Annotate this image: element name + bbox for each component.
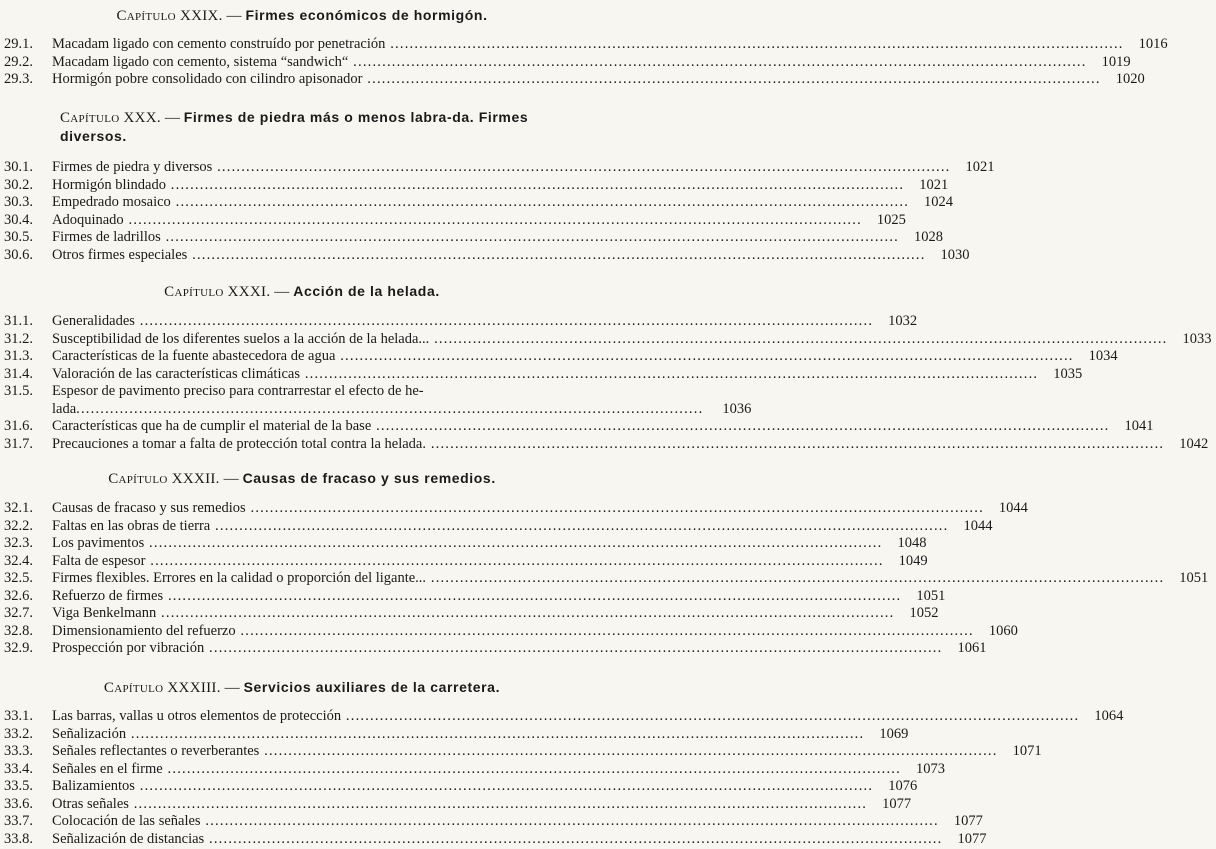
entry-number: 33.1. bbox=[4, 708, 33, 724]
toc-entry[interactable] bbox=[0, 313, 918, 331]
entry-text: Balizamientos ..... bbox=[52, 778, 873, 796]
entry-page: 1021 bbox=[965, 159, 995, 175]
entry-text: Susceptibilidad de los diferentes suelos a la acción de la helada... ..... bbox=[52, 331, 1168, 349]
entry-page: 1077 bbox=[882, 795, 912, 812]
toc-entry[interactable] bbox=[0, 71, 1145, 89]
toc-entry[interactable] bbox=[0, 365, 1083, 384]
chapter-33 bbox=[0, 678, 1124, 848]
toc-entry[interactable] bbox=[0, 778, 918, 796]
toc-entry[interactable] bbox=[0, 53, 1131, 72]
toc-entry[interactable] bbox=[0, 605, 939, 623]
entry-text: Dimensionamiento del refuerzo ..... bbox=[52, 623, 974, 641]
chapter-dash: — bbox=[226, 8, 242, 24]
entry-text: Características que ha de cumplir el material de la base ..... bbox=[52, 418, 1110, 436]
toc-entry[interactable] bbox=[0, 211, 906, 230]
entry-number: 33.4. bbox=[4, 760, 33, 777]
chapter-32 bbox=[0, 469, 1209, 658]
chapter-entries bbox=[0, 36, 1168, 89]
toc-entry[interactable] bbox=[0, 743, 1042, 761]
entry-page: 1051 bbox=[1179, 570, 1209, 586]
entry-page: 1077 bbox=[957, 830, 987, 847]
chapter-entries bbox=[0, 708, 1124, 848]
entry-page: 1028 bbox=[913, 229, 943, 245]
entry-page: 1021 bbox=[919, 176, 949, 193]
entry-number: 30.1. bbox=[4, 159, 33, 175]
entry-text: Otros firmes especiales ..... bbox=[52, 247, 926, 265]
entry-page: 1060 bbox=[988, 622, 1018, 639]
toc-entry[interactable] bbox=[0, 330, 1212, 349]
entry-number: 30.5. bbox=[4, 229, 33, 245]
entry-page: 1035 bbox=[1053, 365, 1083, 382]
entry-text: Otras señales ..... bbox=[52, 796, 867, 814]
entry-text: Empedrado mosaico ..... bbox=[52, 194, 909, 212]
entry-page: 1051 bbox=[916, 587, 946, 604]
entry-number: 32.1. bbox=[4, 500, 33, 516]
entry-text: Características de la fuente abastecedora de agua ..... bbox=[52, 348, 1074, 366]
entry-text: Precauciones a tomar a falta de protección total contra la helada. ..... bbox=[52, 436, 1164, 454]
toc-entry[interactable] bbox=[0, 36, 1168, 54]
entry-page: 1030 bbox=[940, 246, 970, 263]
entry-text: Señalización de distancias ..... bbox=[52, 831, 942, 849]
entry-number: 29.2. bbox=[4, 53, 33, 70]
chapter-entries bbox=[0, 313, 1212, 453]
chapter-heading bbox=[0, 469, 600, 488]
entry-text-line2: lada bbox=[52, 400, 77, 417]
entry-number: 30.4. bbox=[4, 211, 33, 228]
chapter-dash: — bbox=[224, 680, 240, 696]
entry-page: 1044 bbox=[963, 517, 993, 534]
entry-number: 31.6. bbox=[4, 418, 33, 434]
chapter-heading bbox=[0, 6, 600, 25]
chapter-heading bbox=[0, 108, 600, 146]
entry-number: 31.2. bbox=[4, 330, 33, 347]
toc-entry[interactable] bbox=[0, 830, 987, 849]
entry-page: 1016 bbox=[1138, 36, 1168, 52]
entry-text: Los pavimentos ..... bbox=[52, 535, 882, 553]
entry-number: 31.3. bbox=[4, 348, 33, 364]
entry-number: 32.7. bbox=[4, 605, 33, 621]
entry-number: 30.6. bbox=[4, 246, 33, 263]
toc-entry[interactable] bbox=[0, 435, 1209, 454]
entry-number: 32.5. bbox=[4, 570, 33, 586]
chapter-heading bbox=[0, 678, 600, 697]
entry-number: 31.1. bbox=[4, 313, 33, 329]
entry-page: 1073 bbox=[915, 760, 945, 777]
entry-page: 1049 bbox=[898, 552, 928, 569]
toc-entry[interactable] bbox=[0, 159, 995, 177]
chapter-dash: — bbox=[164, 110, 180, 126]
entry-number: 33.5. bbox=[4, 778, 33, 794]
chapter-title: Firmes de piedra más o menos labra-da. Firmes diversos. bbox=[60, 109, 529, 144]
toc-entry[interactable] bbox=[0, 176, 949, 195]
entry-page: 1076 bbox=[888, 778, 918, 794]
entry-page: 1048 bbox=[897, 535, 927, 551]
entry-page: 1044 bbox=[998, 500, 1028, 516]
entry-number: 32.6. bbox=[4, 587, 33, 604]
toc-entry[interactable] bbox=[0, 813, 983, 831]
chapter-29 bbox=[0, 6, 1168, 89]
entry-page: 1061 bbox=[957, 640, 987, 656]
entry-number: 33.6. bbox=[4, 795, 33, 812]
chapter-entries bbox=[0, 500, 1209, 658]
toc-entry[interactable] bbox=[0, 535, 927, 553]
entry-number: 32.9. bbox=[4, 640, 33, 656]
toc-entry[interactable] bbox=[0, 229, 943, 247]
toc-entry[interactable] bbox=[0, 640, 987, 658]
entry-text: Generalidades ..... bbox=[52, 313, 873, 331]
entry-text: Firmes de piedra y diversos ..... bbox=[52, 159, 951, 177]
chapter-label: Capítulo XXIX. bbox=[116, 8, 223, 24]
entry-number: 33.8. bbox=[4, 830, 33, 847]
entry-page: 1024 bbox=[924, 194, 954, 210]
entry-number: 30.3. bbox=[4, 194, 33, 210]
entry-number: 33.2. bbox=[4, 725, 33, 742]
entry-page: 1034 bbox=[1088, 348, 1118, 364]
chapter-30 bbox=[0, 108, 995, 264]
toc-entry[interactable] bbox=[0, 418, 1154, 436]
entry-number: 31.4. bbox=[4, 365, 33, 382]
entry-text: Prospección por vibración ..... bbox=[52, 640, 942, 658]
chapter-title: Causas de fracaso y sus remedios. bbox=[242, 470, 496, 486]
entry-text: Valoración de las características climáticas ..... bbox=[52, 366, 1038, 384]
chapter-label: Capítulo XXXI. bbox=[164, 284, 271, 300]
entry-text: Adoquinado ..... bbox=[52, 212, 862, 230]
entry-page: 1033 bbox=[1182, 330, 1212, 347]
entry-text: Refuerzo de firmes ..... bbox=[52, 588, 901, 606]
entry-number: 32.3. bbox=[4, 535, 33, 551]
entry-text bbox=[52, 383, 707, 418]
entry-page: 1025 bbox=[876, 211, 906, 228]
entry-text: Falta de espesor ..... bbox=[52, 553, 884, 571]
toc-entry[interactable] bbox=[0, 383, 752, 418]
entry-number: 30.2. bbox=[4, 176, 33, 193]
entry-page: 1020 bbox=[1115, 71, 1145, 87]
entry-text: Macadam ligado con cemento construído por penetración ..... bbox=[52, 36, 1124, 54]
toc-entry[interactable] bbox=[0, 795, 912, 814]
chapter-entries bbox=[0, 159, 995, 264]
entry-text: Firmes flexibles. Errores en la calidad o proporción del ligante... ..... bbox=[52, 570, 1164, 588]
entry-number: 31.5. bbox=[4, 383, 33, 399]
entry-number: 32.8. bbox=[4, 622, 33, 639]
entry-text: Viga Benkelmann ..... bbox=[52, 605, 894, 623]
chapter-title: Servicios auxiliares de la carretera. bbox=[243, 679, 501, 695]
entry-number: 31.7. bbox=[4, 435, 33, 452]
entry-text: Señales reflectantes o reverberantes ..... bbox=[52, 743, 998, 761]
entry-page: 1077 bbox=[953, 813, 983, 829]
toc-entry[interactable] bbox=[0, 246, 970, 265]
entry-page: 1042 bbox=[1179, 435, 1209, 452]
dot-leader: .................................................................................................................................. bbox=[76, 400, 704, 417]
entry-text: Las barras, vallas u otros elementos de protección ..... bbox=[52, 708, 1079, 726]
entry-text-line2-row bbox=[52, 401, 703, 419]
entry-number: 29.3. bbox=[4, 71, 33, 87]
chapter-title: Firmes económicos de hormigón. bbox=[245, 7, 488, 23]
entry-page: 1041 bbox=[1124, 418, 1154, 434]
toc-entry[interactable] bbox=[0, 500, 1028, 518]
entry-page: 1064 bbox=[1094, 708, 1124, 724]
entry-text: Faltas en las obras de tierra ..... bbox=[52, 518, 948, 536]
entry-text: Colocación de las señales ..... bbox=[52, 813, 939, 831]
entry-text: Firmes de ladrillos ..... bbox=[52, 229, 899, 247]
chapter-dash: — bbox=[223, 471, 239, 487]
chapter-31 bbox=[0, 282, 1212, 453]
chapter-title: Acción de la helada. bbox=[293, 283, 440, 299]
entry-text: Causas de fracaso y sus remedios ..... bbox=[52, 500, 984, 518]
entry-page: 1071 bbox=[1012, 743, 1042, 759]
chapter-label: Capítulo XXXII. bbox=[108, 471, 220, 487]
entry-number: 33.3. bbox=[4, 743, 33, 759]
entry-number: 29.1. bbox=[4, 36, 33, 52]
chapter-dash: — bbox=[274, 284, 290, 300]
toc-entry[interactable] bbox=[0, 622, 1018, 641]
toc-entry[interactable] bbox=[0, 194, 954, 212]
chapter-heading bbox=[0, 282, 600, 301]
toc-entry[interactable] bbox=[0, 517, 993, 536]
entry-number: 33.7. bbox=[4, 813, 33, 829]
toc-entry[interactable] bbox=[0, 552, 928, 571]
entry-page: 1019 bbox=[1101, 53, 1131, 70]
entry-page: 1052 bbox=[909, 605, 939, 621]
entry-text: Señales en el firme ..... bbox=[52, 761, 901, 779]
toc-entry[interactable] bbox=[0, 725, 909, 744]
toc-entry[interactable] bbox=[0, 348, 1118, 366]
toc-entry[interactable] bbox=[0, 760, 945, 779]
toc-entry[interactable] bbox=[0, 587, 946, 606]
entry-number: 32.2. bbox=[4, 517, 33, 534]
toc-entry[interactable] bbox=[0, 570, 1209, 588]
entry-text: Hormigón blindado ..... bbox=[52, 177, 904, 195]
entry-text: Macadam ligado con cemento, sistema “sandwich“ ..... bbox=[52, 54, 1087, 72]
entry-number: 32.4. bbox=[4, 552, 33, 569]
chapter-label: Capítulo XXX. bbox=[60, 110, 161, 126]
entry-page: 1032 bbox=[888, 313, 918, 329]
entry-text: Hormigón pobre consolidado con cilindro apisonador ..... bbox=[52, 71, 1101, 89]
entry-text: Señalización ..... bbox=[52, 726, 864, 744]
entry-text-line1: Espesor de pavimento preciso para contrarrestar el efecto de he- bbox=[52, 383, 424, 399]
entry-page: 1069 bbox=[879, 725, 909, 742]
chapter-label: Capítulo XXXIII. bbox=[103, 680, 221, 696]
toc-entry[interactable] bbox=[0, 708, 1124, 726]
entry-page: 1036 bbox=[722, 400, 752, 417]
